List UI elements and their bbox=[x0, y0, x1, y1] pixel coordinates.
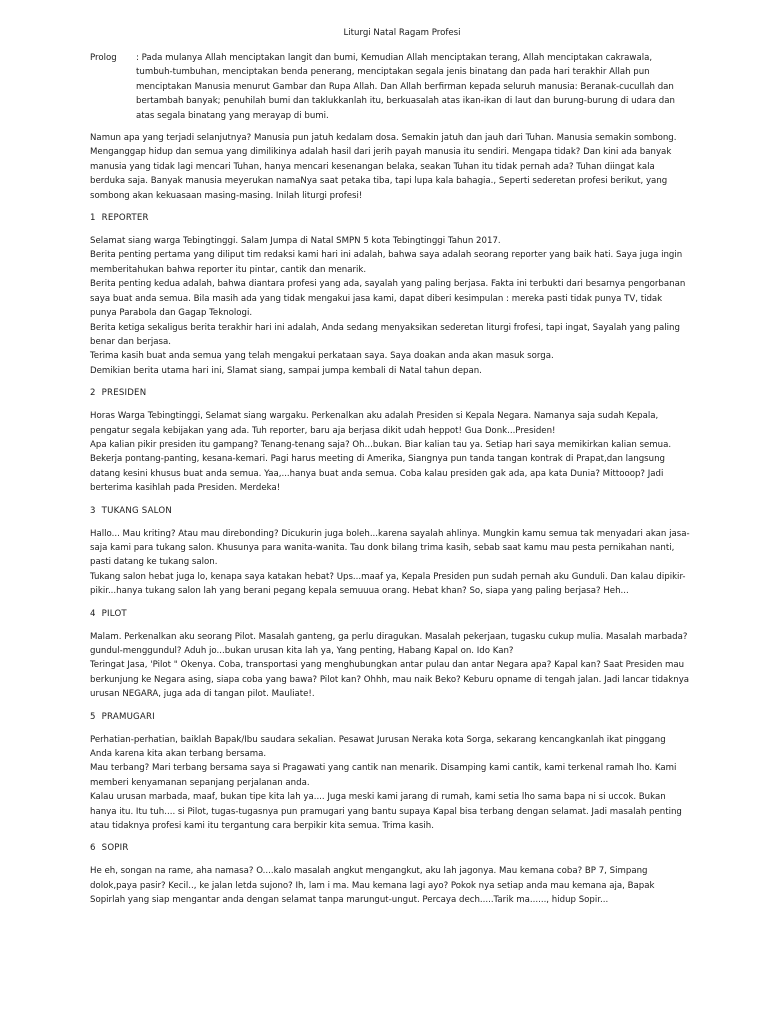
section-title: TUKANG SALON bbox=[101, 505, 172, 516]
section-number: 4 bbox=[90, 608, 96, 619]
section-paragraph: Berita penting kedua adalah, bahwa diantara profesi yang ada, sayalah yang paling berjasa. Fakta ini terbukti dari besarnya pengorbanan saya buat anda semua. Bila masih ada yang tidak mengakui jasa kami, dapat diberi kesimpulan : mereka pasti tidak punya TV, tidak punya Parabola dan Gagap Teknologi. bbox=[90, 279, 686, 319]
sections-container bbox=[90, 212, 690, 908]
section-heading bbox=[90, 842, 690, 854]
document-title: Liturgi Natal Ragam Profesi bbox=[343, 28, 461, 38]
section-heading bbox=[90, 387, 690, 399]
section-paragraph: Tukang salon hebat juga lo, kenapa saya katakan hebat? Ups...maaf ya, Kepala Presiden pun sudah pernah aku Gunduli. Dan kalau dipikir-pikir...hanya tukang salon lah yang berani pegang kepala semuuua orang. Hebat khan? So, siapa yang paling berjasa? Heh... bbox=[90, 571, 686, 597]
section-heading bbox=[90, 505, 690, 517]
section-paragraph: Berita penting pertama yang diliput tim redaksi kami hari ini adalah, bahwa saya adalah seorang reporter yang baik hati. Saya juga ingin memberitahukan bahwa reporter itu pintar, cantik dan menarik. bbox=[90, 250, 683, 275]
section-paragraph: Demikian berita utama hari ini, Slamat siang, sampai jumpa kembali di Natal tahun depan. bbox=[90, 365, 482, 376]
section-sopir bbox=[90, 842, 690, 907]
section-title: PILOT bbox=[101, 608, 127, 619]
section-paragraph: Malam. Perkenalkan aku seorang Pilot. Masalah ganteng, ga perlu diragukan. Masalah pekerjaan, tugasku cukup mulia. Masalah marbada? gundul-menggundul? Aduh jo...bukan urusan kita lah ya, Yang penting, Habang Kapal on. Ido Kan? bbox=[90, 631, 688, 656]
section-body bbox=[90, 733, 690, 834]
section-paragraph: Horas Warga Tebingtinggi, Selamat siang wargaku. Perkenalkan aku adalah Presiden si Kepala Negara. Namanya saja sudah Kepala, pengatur segala kebijakan yang ada. Tuh reporter, baru aja berjasa dikit udah heppot! Gua Donk...Presiden! bbox=[90, 411, 659, 436]
section-tukang-salon bbox=[90, 505, 690, 599]
prolog-label: Prolog bbox=[90, 53, 117, 63]
section-body bbox=[90, 234, 690, 378]
section-number: 1 bbox=[90, 213, 96, 224]
section-paragraph: Selamat siang warga Tebingtinggi. Salam Jumpa di Natal SMPN 5 kota Tebingtinggi Tahun 2017. bbox=[90, 236, 501, 247]
section-number: 3 bbox=[90, 505, 96, 516]
section-presiden bbox=[90, 387, 690, 495]
prolog-text: : Pada mulanya Allah menciptakan langit dan bumi, Kemudian Allah menciptakan terang, Allah menciptakan cakrawala, tumbuh-tumbuhan, menciptakan benda penerang, menciptakan segala jenis binatang dan pada hari terakhir Allah pun menciptakan Manusia menurut Gambar dan Rupa Allah. Dan Allah berfirman kepada seluruh manusia: Beranak-cucullah dan bertambah banyak; penuhilah bumi dan taklukkanlah itu, berkuasalah atas ikan-ikan di laut dan burung-burung di udara dan atas segala binatang yang merayap di bumi. bbox=[136, 53, 675, 121]
section-body bbox=[90, 864, 690, 907]
section-heading bbox=[90, 608, 690, 620]
section-title: SOPIR bbox=[101, 843, 129, 854]
section-title: REPORTER bbox=[101, 213, 149, 224]
section-number: 5 bbox=[90, 711, 96, 722]
section-paragraph: Apa kalian pikir presiden itu gampang? Tenang-tenang saja? Oh...bukan. Biar kalian tau ya. Setiap hari saya memikirkan kalian semua. Bekerja pontang-panting, kesana-kemari. Pagi harus meeting di Amerika, Siangnya pun tanda tangan kontrak di Prapat,dan langsung datang kesini khusus buat anda semua. Yaa,...hanya buat anda semua. Coba kalau presiden gak ada, apa kata Dunia? Mittooop? Jadi berterima kasihlah pada Presiden. Merdeka! bbox=[90, 439, 672, 494]
section-number: 6 bbox=[90, 843, 96, 854]
section-reporter bbox=[90, 212, 690, 378]
section-paragraph: Hallo... Mau kriting? Atau mau direbonding? Dicukurin juga boleh...karena sayalah ahlinya. Mungkin kamu semua tak menyadari akan jasa-saja kami para tukang salon. Khusunya para wanita-wanita. Tau donk bilang trima kasih, sebab saat kamu mau pesta pernikahan nanti, pasti datang ke tukang salon. bbox=[90, 528, 690, 568]
section-title: PRAMUGARI bbox=[101, 711, 155, 722]
section-pilot bbox=[90, 608, 690, 702]
section-body bbox=[90, 409, 690, 495]
intro-paragraph: Namun apa yang terjadi selanjutnya? Manusia pun jatuh kedalam dosa. Semakin jatuh dan jauh dari Tuhan. Manusia semakin sombong. Menganggap hidup dan semua yang dimilikinya adalah hasil dari jerih payah manusia itu sendiri. Mengapa tidak? Dan kini ada banyak manusia yang tidak lagi mencari Tuhan, hanya mencari kesenangan belaka, seakan Tuhan itu tidak pernah ada? Tuhan diingat kala berduka saja. Banyak manusia meyerukan namaNya saat petaka tiba, tapi lupa kala bahagia., Seperti sederetan profesi berikut, yang sombong akan kekuasaan masing-masing. Inilah liturgi profesi! bbox=[90, 133, 677, 201]
section-paragraph: Terima kasih buat anda semua yang telah mengakui perkataan saya. Saya doakan anda akan masuk sorga. bbox=[90, 351, 554, 362]
section-paragraph: Perhatian-perhatian, baiklah Bapak/Ibu saudara sekalian. Pesawat Jurusan Neraka kota Sorga, sekarang kencangkanlah ikat pinggang Anda karena kita akan terbang bersama. bbox=[90, 734, 666, 760]
section-paragraph: Teringat Jasa, 'Pilot " Okenya. Coba, transportasi yang menghubungkan antar pulau dan antar Negara apa? Kapal kan? Saat Presiden mau berkunjung ke Negara asing, siapa coba yang bawa? Pilot kan? Ohhh, mau naik Beko? Keburu opname di tengah jalan. Jadi lancar tidaknya urusan NEGARA, juga ada di tangan pilot. Mauliate!. bbox=[90, 660, 690, 700]
section-heading bbox=[90, 711, 690, 723]
section-paragraph: Berita ketiga sekaligus berita terakhir hari ini adalah, Anda sedang menyaksikan sederetan liturgi frofesi, tapi ingat, Sayalah yang paling benar dan berjasa. bbox=[90, 322, 680, 347]
section-number: 2 bbox=[90, 388, 96, 399]
section-heading bbox=[90, 212, 690, 224]
section-body bbox=[90, 527, 690, 599]
section-paragraph: Mau terbang? Mari terbang bersama saya si Pragawati yang cantik nan menarik. Disamping kami cantik, kami terkenal ramah lho. Kami memberi kenyamanan sepanjang perjalanan anda. bbox=[90, 763, 677, 788]
section-title: PRESIDEN bbox=[101, 388, 147, 399]
section-paragraph: He eh, songan na rame, aha namasa? O....kalo masalah angkut mengangkut, aku lah jagonya. Mau kemana coba? BP 7, Simpang dolok,paya pasir? Kecil.., ke jalan letda sujono? Ih, lam i ma. Mau kemana lagi ayo? Pokok nya setiap anda mau kemana aja, Bapak Sopirlah yang siap mengantar anda dengan selamat tanpa marungut-ungut. Percaya dech.....Tarik ma......, hidup Sopir... bbox=[90, 866, 655, 906]
section-pramugari bbox=[90, 711, 690, 834]
section-body bbox=[90, 630, 690, 702]
prolog bbox=[90, 51, 690, 123]
section-paragraph: Kalau urusan marbada, maaf, bukan tipe kita lah ya.... Juga meski kami jarang di rumah, kami setia lho sama bapa ni si uccok. Bukan hanya itu. Itu tuh.... si Pilot, tugas-tugasnya pun pramugari yang bantu supaya Kapal bisa terbang dengan selamat. Jadi masalah penting atau tidaknya profesi kami itu tergantung cara berpikir kita semua. Trima kasih. bbox=[90, 792, 682, 832]
